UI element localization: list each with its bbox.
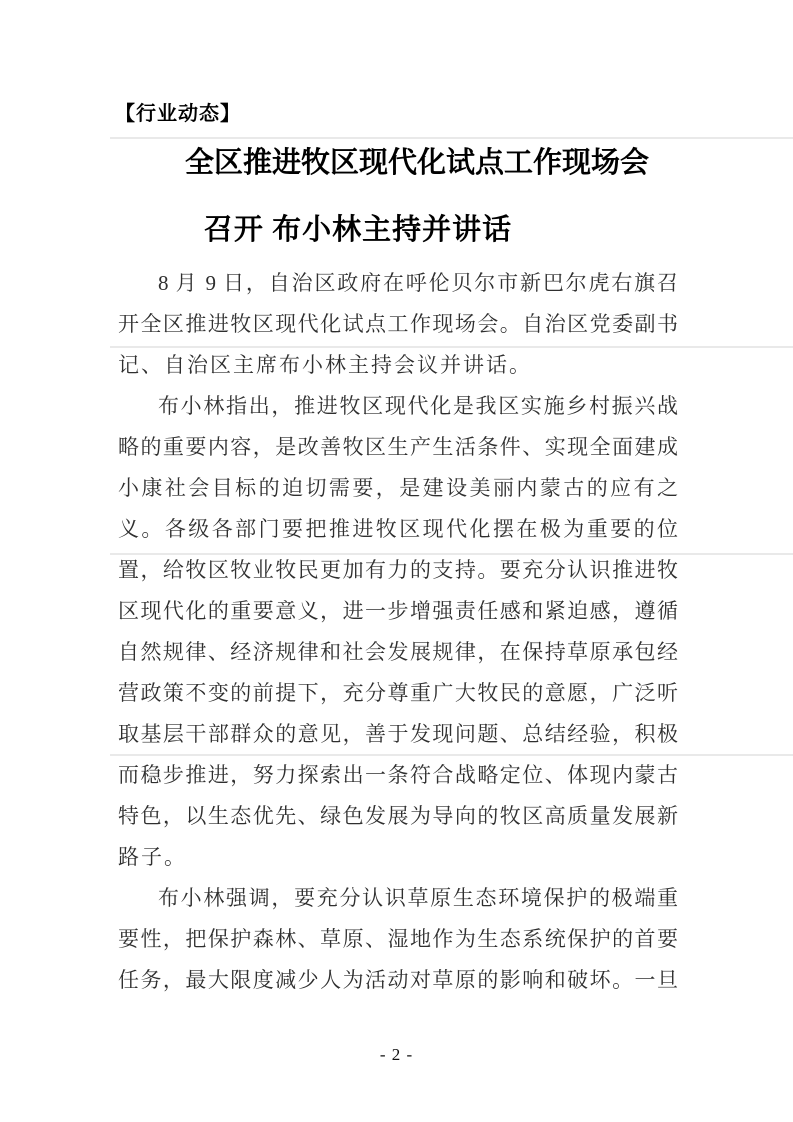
body-line: 要性，把保护森林、草原、湿地作为生态系统保护的首要 xyxy=(118,927,678,951)
body-line: 布小林指出，推进牧区现代化是我区实施乡村振兴战 xyxy=(158,394,678,418)
body-line: 路子。 xyxy=(118,845,187,869)
body-line: 取基层干部群众的意见，善于发现问题、总结经验，积极 xyxy=(118,722,678,746)
body-line: 任务，最大限度减少人为活动对草原的影响和破坏。一旦 xyxy=(118,968,678,992)
body-line: 自然规律、经济规律和社会发展规律，在保持草原承包经 xyxy=(118,640,678,664)
body-text xyxy=(118,263,678,1001)
body-line: 营政策不变的前提下，充分尊重广大牧民的意愿，广泛听 xyxy=(118,681,678,705)
body-line: 小康社会目标的迫切需要，是建设美丽内蒙古的应有之 xyxy=(118,476,678,500)
body-line: 略的重要内容，是改善牧区生产生活条件、实现全面建成 xyxy=(118,435,678,459)
body-line: 8 月 9 日，自治区政府在呼伦贝尔市新巴尔虎右旗召 xyxy=(158,271,678,295)
body-line: 区现代化的重要意义，进一步增强责任感和紧迫感，遵循 xyxy=(118,599,678,623)
body-line: 而稳步推进，努力探索出一条符合战略定位、体现内蒙古 xyxy=(118,763,678,787)
body-line: 布小林强调，要充分认识草原生态环境保护的极端重 xyxy=(158,886,678,910)
body-line: 特色，以生态优先、绿色发展为导向的牧区高质量发展新 xyxy=(118,804,678,828)
section-header: 【行业动态】 xyxy=(115,103,241,125)
body-line: 义。各级各部门要把推进牧区现代化摆在极为重要的位 xyxy=(118,517,678,541)
scan-artifact-line xyxy=(110,137,793,139)
body-line: 置，给牧区牧业牧民更加有力的支持。要充分认识推进牧 xyxy=(118,558,678,582)
body-line: 记、自治区主席布小林主持会议并讲话。 xyxy=(118,353,532,377)
article-title-line-1: 全区推进牧区现代化试点工作现场会 xyxy=(184,147,649,179)
body-line: 开全区推进牧区现代化试点工作现场会。自治区党委副书 xyxy=(118,312,678,336)
article-title-line-2: 召开 布小林主持并讲话 xyxy=(203,214,513,246)
page-number: - 2 - xyxy=(379,1045,414,1064)
